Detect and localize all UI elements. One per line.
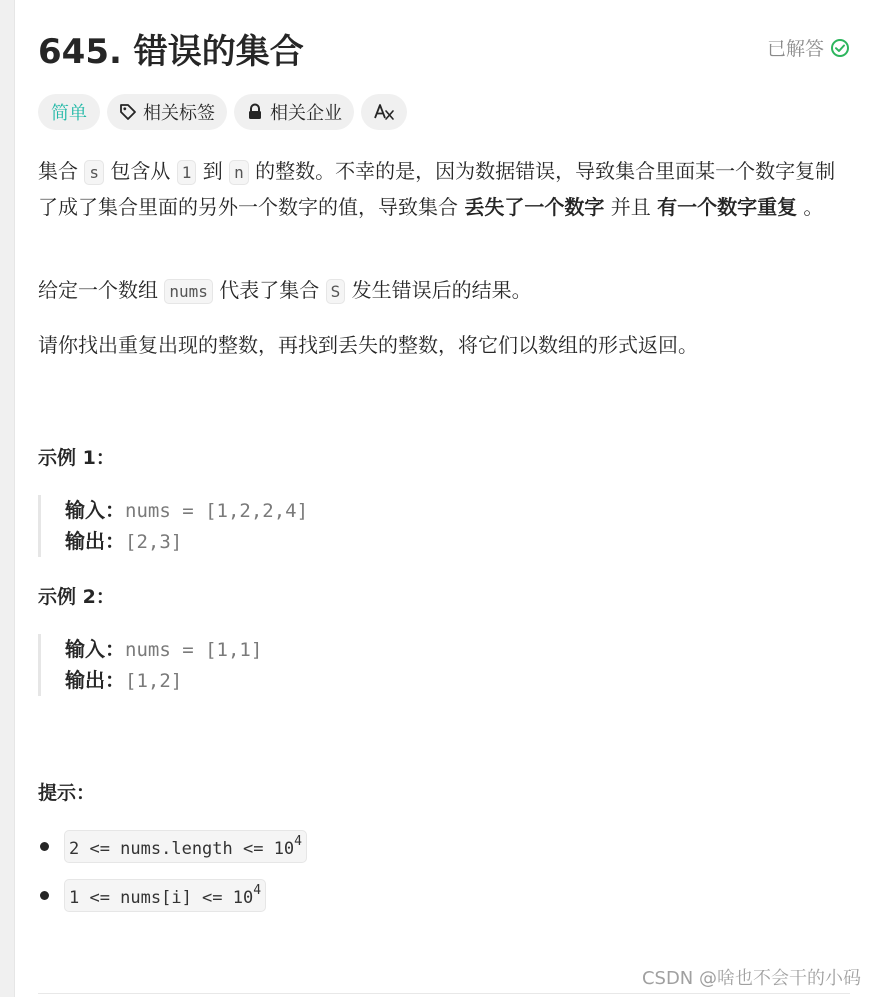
text: 代表了集合 — [212, 278, 326, 302]
output-value: [2,3] — [125, 531, 183, 553]
example-1-block — [38, 495, 308, 557]
hint-code — [64, 879, 266, 912]
text: 发生错误后的结果。 — [345, 278, 532, 302]
hints-list — [38, 822, 307, 920]
related-companies-label: 相关企业 — [270, 103, 342, 124]
text: 的整数。不幸的是，因为数据错误，导致集合里面某一个数字复制了成了集合里面的另外一个数字的值，导致集合 — [38, 159, 836, 219]
inline-code: n — [229, 160, 249, 185]
problem-description — [38, 0, 850, 908]
tag-row — [38, 94, 407, 130]
related-companies-button[interactable] — [234, 94, 354, 130]
solved-status — [767, 34, 850, 61]
related-tags-label: 相关标签 — [143, 103, 215, 124]
list-item — [38, 871, 307, 920]
divider — [38, 993, 850, 994]
inline-code: s — [84, 160, 104, 185]
text: 并且 — [604, 195, 658, 219]
list-item — [38, 822, 307, 871]
hint-code — [64, 830, 307, 863]
check-circle-icon — [830, 38, 850, 58]
tag-icon — [119, 103, 137, 121]
inline-code: S — [326, 279, 346, 304]
description-paragraph-1 — [38, 154, 848, 224]
description-paragraph-3: 请你找出重复出现的整数，再找到丢失的整数，将它们以数组的形式返回。 — [38, 333, 698, 357]
difficulty-label: 简单 — [51, 103, 87, 124]
lock-icon — [246, 103, 264, 121]
bold-text: 丢失了一个数字 — [464, 195, 605, 219]
related-tags-button[interactable] — [107, 94, 227, 130]
problem-header — [38, 0, 850, 90]
bullet — [40, 891, 49, 900]
input-label: 输入： — [65, 498, 125, 522]
description-paragraph-2 — [38, 273, 848, 309]
left-panel-edge — [0, 0, 15, 997]
hint-exponent: 4 — [253, 883, 262, 898]
bullet — [40, 842, 49, 851]
hint-exponent: 4 — [294, 834, 302, 849]
solved-label: 已解答 — [766, 38, 824, 60]
translate-button[interactable] — [361, 94, 407, 130]
translate-icon — [373, 102, 395, 122]
example-2-heading: 示例 2： — [38, 586, 115, 608]
text: 。 — [797, 195, 824, 219]
text: 给定一个数组 — [38, 278, 165, 302]
inline-code: 1 — [177, 160, 197, 185]
inline-code: nums — [164, 279, 213, 304]
output-value: [1,2] — [125, 670, 183, 692]
watermark: CSDN @啥也不会干的小码 — [641, 968, 861, 989]
problem-title[interactable]: 645. 错误的集合 — [38, 32, 304, 72]
output-label: 输出： — [65, 668, 125, 692]
input-value: nums = [1,2,2,4] — [125, 500, 309, 522]
text: 集合 — [38, 159, 85, 183]
bold-text: 有一个数字重复 — [657, 195, 798, 219]
output-label: 输出： — [65, 529, 125, 553]
example-1-heading: 示例 1： — [38, 447, 115, 469]
input-value: nums = [1,1] — [125, 639, 263, 661]
hint-text: 2 <= nums.length <= 10 — [69, 839, 295, 859]
input-label: 输入： — [65, 637, 125, 661]
text: 包含从 — [104, 159, 177, 183]
difficulty-badge[interactable] — [38, 94, 100, 130]
text: 到 — [196, 159, 230, 183]
example-2-block — [38, 634, 262, 696]
hint-text: 1 <= nums[i] <= 10 — [69, 888, 254, 908]
hints-heading: 提示： — [38, 782, 96, 804]
